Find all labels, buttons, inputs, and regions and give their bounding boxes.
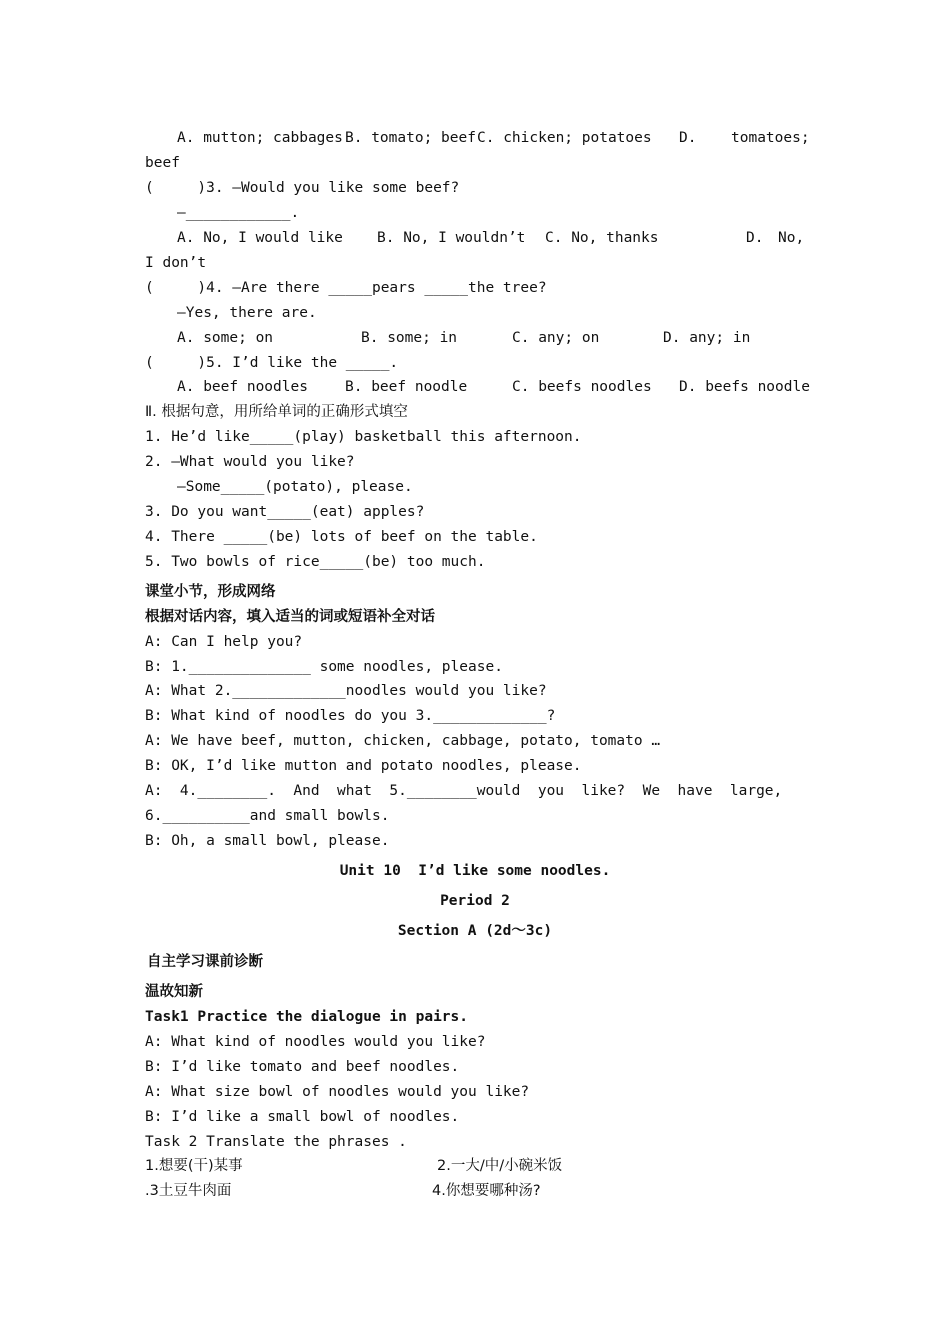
q2-option-b: B. tomato; beef: [345, 130, 476, 146]
dialogue-line: A: We have beef, mutton, chicken, cabbage, potato, tomato …: [145, 733, 661, 749]
dialogue-line: B: I’d like a small bowl of noodles.: [145, 1109, 460, 1125]
unit-period: Period 2: [440, 893, 510, 909]
dialogue-line: B: What kind of noodles do you 3._____________?: [145, 708, 556, 724]
q4-stem: ( )4. —Are there _____pears _____the tree?: [145, 280, 547, 296]
dialogue-line: A: Can I help you?: [145, 634, 303, 650]
q4-answer: —Yes, there are.: [177, 305, 317, 321]
phrase-item: 1.想要(干)某事: [145, 1158, 243, 1174]
part2-item: 2. —What would you like?: [145, 454, 355, 470]
dialogue-line: B: Oh, a small bowl, please.: [145, 833, 390, 849]
q4-option-a: A. some; on: [177, 330, 274, 346]
q4-option-d: D. any; in: [663, 330, 751, 346]
dialogue-line: B: OK, I’d like mutton and potato noodles, please.: [145, 758, 582, 774]
q5-option-d: D. beefs noodle: [679, 379, 810, 395]
q2-option-a: A. mutton; cabbages: [177, 130, 343, 146]
q3-option-d-label: D.: [746, 230, 764, 246]
unit-section: Section A (2d～3c): [397, 923, 553, 939]
q3-option-a: A. No, I would like: [177, 230, 343, 246]
task2-heading: Task 2 Translate the phrases .: [145, 1134, 407, 1150]
q2-option-d-text: tomatoes;: [731, 130, 810, 146]
summary-instruction: 根据对话内容，填入适当的词或短语补全对话: [145, 609, 435, 625]
part2-item: —Some_____(potato), please.: [177, 479, 413, 495]
q4-option-c: C. any; on: [512, 330, 600, 346]
part2-item: 5. Two bowls of rice_____(be) too much.: [145, 554, 486, 570]
q5-stem: ( )5. I’d like the _____.: [145, 355, 399, 371]
phrase-item: 2.一大/中/小碗米饭: [437, 1158, 563, 1174]
q3-option-d-text: No,: [778, 230, 805, 246]
q3-stem: ( )3. —Would you like some beef?: [145, 180, 460, 196]
dialogue-line: A: What 2._____________noodles would you like?: [145, 683, 547, 699]
q2-option-d-continued: beef: [145, 155, 180, 171]
selfstudy-heading: 自主学习课前诊断: [147, 954, 263, 970]
phrase-item: 4.你想要哪种汤?: [432, 1183, 541, 1199]
dialogue-line: B: 1.______________ some noodles, please.: [145, 659, 503, 675]
part2-item: 3. Do you want_____(eat) apples?: [145, 504, 425, 520]
dialogue-line: A: What kind of noodles would you like?: [145, 1034, 486, 1050]
task1-heading: Task1 Practice the dialogue in pairs.: [145, 1009, 469, 1025]
summary-heading: 课堂小节，形成网络: [145, 584, 276, 600]
unit-title: Unit 10 I’d like some noodles.: [339, 863, 611, 879]
phrase-item: .3土豆牛肉面: [145, 1183, 232, 1199]
q3-answer-blank: —____________.: [177, 205, 300, 221]
q5-option-b: B. beef noodle: [345, 379, 468, 395]
part2-heading: Ⅱ. 根据句意，用所给单词的正确形式填空: [145, 404, 408, 420]
part2-item: 4. There _____(be) lots of beef on the table.: [145, 529, 538, 545]
q2-option-c: C. chicken; potatoes: [477, 130, 652, 146]
q2-option-d-label: D.: [679, 130, 697, 146]
q3-option-b: B. No, I wouldn’t: [377, 230, 526, 246]
q5-option-a: A. beef noodles: [177, 379, 308, 395]
dialogue-line: B: I’d like tomato and beef noodles.: [145, 1059, 460, 1075]
part2-item: 1. He’d like_____(play) basketball this afternoon.: [145, 429, 582, 445]
dialogue-line: 6.__________and small bowls.: [145, 808, 390, 824]
q4-option-b: B. some; in: [361, 330, 458, 346]
q3-option-c: C. No, thanks: [545, 230, 659, 246]
dialogue-line: A: What size bowl of noodles would you like?: [145, 1084, 530, 1100]
q5-option-c: C. beefs noodles: [512, 379, 652, 395]
dialogue-line: A: 4.________. And what 5.________would you like? We have large,: [145, 783, 783, 799]
q3-option-d-continued: I don’t: [145, 255, 207, 271]
review-heading: 温故知新: [145, 984, 203, 1000]
